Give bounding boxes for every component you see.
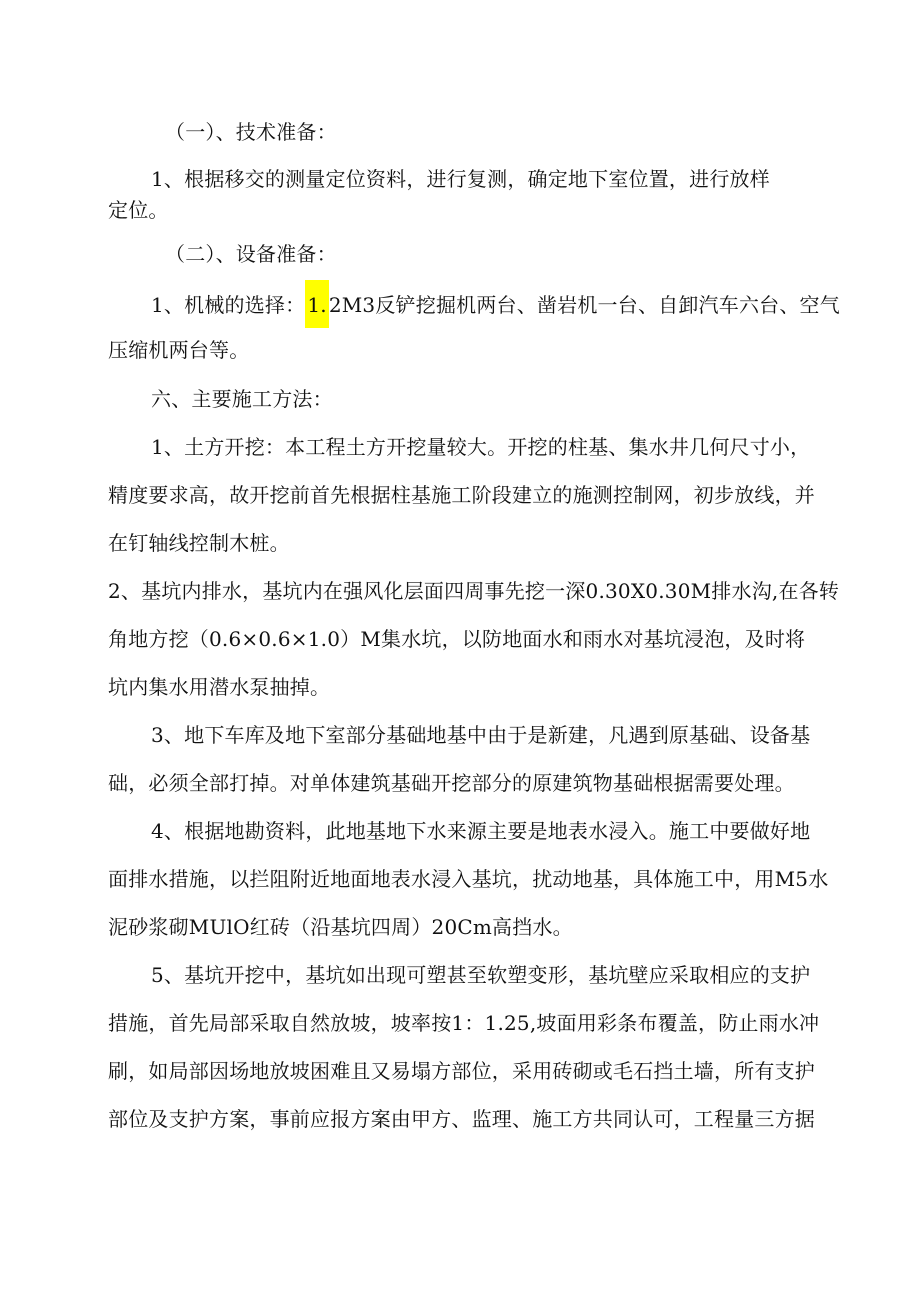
paragraph-line: 面排水措施，以拦阻附近地面地表水浸入基坑，扰动地基，具体施工中，用M5水 <box>108 867 829 891</box>
heading-technical-preparation: （一）、技术准备： <box>165 120 337 144</box>
paragraph-line: 坑内集水用潜水泵抽掉。 <box>108 675 331 699</box>
paragraph-line: 压缩机两台等。 <box>108 338 250 362</box>
highlighted-text: 1. <box>305 280 328 328</box>
paragraph-line: 部位及支护方案，事前应报方案由甲方、监理、施工方共同认可，工程量三方据 <box>108 1107 815 1131</box>
paragraph-line: 1、土方开挖：本工程土方开挖量较大。开挖的柱基、集水井几何尺寸小， <box>151 435 811 459</box>
paragraph-line: 在钉轴线控制木桩。 <box>108 531 290 555</box>
paragraph-line: 础，必须全部打掉。对单体建筑基础开挖部分的原建筑物基础根据需要处理。 <box>108 771 795 795</box>
heading-equipment-preparation: （二）、设备准备： <box>165 242 337 266</box>
paragraph-line: 精度要求高，故开挖前首先根据柱基施工阶段建立的施测控制网，初步放线，并 <box>108 483 815 507</box>
paragraph-line: 泥砂浆砌MUlO红砖（沿基坑四周）20Cm高挡水。 <box>108 915 573 939</box>
paragraph-line: 4、根据地勘资料，此地基地下水来源主要是地表水浸入。施工中要做好地 <box>151 819 811 843</box>
heading-construction-methods: 六、主要施工方法： <box>151 387 333 411</box>
paragraph-line: 刷，如局部因场地放坡困难且又易塌方部位，采用砖砌或毛石挡土墙，所有支护 <box>108 1059 815 1083</box>
paragraph-line: 1、根据移交的测量定位资料，进行复测，确定地下室位置，进行放样 <box>151 167 770 191</box>
paragraph-line <box>151 292 861 318</box>
paragraph-line: 角地方挖（0.6×0.6×1.0）M集水坑，以防地面水和雨水对基坑浸泡，及时将 <box>108 627 806 651</box>
paragraph-line: 3、地下车库及地下室部分基础地基中由于是新建，凡遇到原基础、设备基 <box>151 723 811 747</box>
machinery-list: 2M3反铲挖掘机两台、凿岩机一台、自卸汽车六台、空气 <box>328 293 840 317</box>
machinery-label: 1、机械的选择： <box>151 293 306 317</box>
paragraph-line: 5、基坑开挖中，基坑如出现可塑甚至软塑变形，基坑壁应采取相应的支护 <box>151 963 811 987</box>
paragraph-line: 定位。 <box>108 198 169 222</box>
paragraph-line: 2、基坑内排水，基坑内在强风化层面四周事先挖一深0.30X0.30M排水沟,在各转 <box>108 579 840 603</box>
paragraph-line: 措施，首先局部采取自然放坡，坡率按1：1.25,坡面用彩条布覆盖，防止雨水冲 <box>108 1011 820 1035</box>
